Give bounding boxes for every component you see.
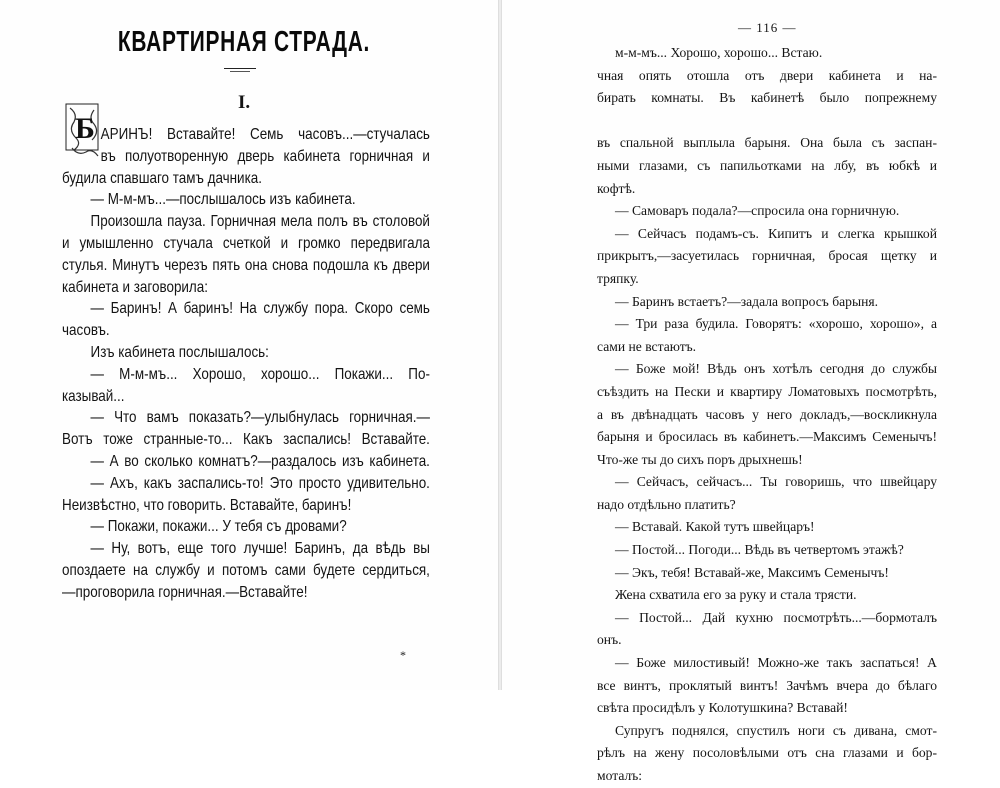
text-line: АРИНЪ! Вставайте! Семь часовъ...—стучалась xyxy=(100,126,430,143)
text-line: въ полуотворенную дверь кабинета горничная и xyxy=(100,147,430,165)
text-line: — Боже мой! Вѣдь онъ хотѣлъ сегодня до службы xyxy=(615,361,937,377)
text-line: а въ двѣнадцать часовъ у него докладъ,—воскликнула xyxy=(597,406,937,422)
text-line: Жена схватила его за руку и стала трясти. xyxy=(615,587,857,603)
ornament-mark: * xyxy=(400,648,406,662)
text-line: свѣта просидѣлъ у Колотушкина? Вставай! xyxy=(597,700,848,716)
text-line: Что-же ты до сихъ поръ дрыхнешь! xyxy=(597,451,803,467)
text-line: — Постой... Дай кухню посмотрѣть...—бормоталъ xyxy=(615,609,937,625)
text-line: — М-м-мъ... Хорошо, хорошо... Покажи... По- xyxy=(90,365,430,383)
text-line: все винтъ, проклятый винтъ! Зачѣмъ вчера до бѣлаго xyxy=(597,677,937,693)
text-line: бирать комнаты. Въ кабинетѣ было попрежнему xyxy=(597,90,937,106)
text-line: прикрытъ,—засуетилась горничная, бросая щетку и xyxy=(597,248,937,264)
text-line: часовъ. xyxy=(62,322,110,340)
story-title: КВАРТИРНАЯ СТРАДА. xyxy=(117,26,371,58)
text-line: — А во сколько комнатъ?—раздалось изъ кабинета. xyxy=(90,452,430,470)
text-line: Изъ кабинета послышалось: xyxy=(90,343,269,361)
text-line: тряпку. xyxy=(597,270,639,286)
text-line: съѣздить на Пески и квартиру Ломатовыхъ посмотрѣть, xyxy=(597,383,937,399)
text-line: надо отдѣльно платить? xyxy=(597,496,736,512)
text-line: въ спальной выплыла барыня. Она была съ заспан- xyxy=(597,135,937,151)
text-line: опоздаете на службу и потомъ сами будете сердиться, xyxy=(62,561,430,579)
text-line: стулья. Минутъ черезъ пять она снова подошла къ двери xyxy=(62,256,430,274)
dropcap-letter: Б xyxy=(75,112,95,145)
left-body-text xyxy=(62,124,430,604)
left-page xyxy=(0,0,498,690)
title-rule xyxy=(224,68,256,69)
text-line: — Сейчасъ, сейчасъ... Ты говоришь, что швейцару xyxy=(615,474,937,490)
text-line: барыня и бросилась въ кабинетъ.—Максимъ Семенычъ! xyxy=(597,429,937,445)
text-line: — Постой... Погоди... Вѣдь въ четвертомъ этажѣ? xyxy=(615,542,904,558)
text-line: ными глазами, съ папильотками на лбу, въ юбкѣ и xyxy=(597,157,937,173)
text-line: — М-м-мъ...—послышалось изъ кабинета. xyxy=(90,191,356,209)
text-line: кофтѣ. xyxy=(597,180,636,196)
text-line: сами не встаютъ. xyxy=(597,338,697,354)
text-line: и умышленно стучала счеткой и громко передвигала xyxy=(62,234,430,252)
text-line: рѣлъ на жену посоловѣлыми отъ сна глазами и бор- xyxy=(597,745,937,761)
page-number: — 116 — xyxy=(738,20,797,35)
text-line: моталъ: xyxy=(597,768,643,783)
right-page xyxy=(502,0,1000,783)
text-line: — Три раза будила. Говорятъ: «хорошо, хорошо», а xyxy=(615,316,937,332)
right-body-text xyxy=(597,42,937,788)
text-line: кабинета и заговорила: xyxy=(62,278,208,296)
text-line: — Самоваръ подала?—спросила она горничную. xyxy=(615,203,900,219)
text-line: — Экъ, тебя! Вставай-же, Максимъ Семенычъ! xyxy=(615,564,889,580)
text-line: — Что вамъ показать?—улыбнулась горничная.— xyxy=(90,409,430,427)
text-line: Супругъ поднялся, спустилъ ноги съ дивана, смот- xyxy=(615,722,937,738)
text-line: казывай... xyxy=(62,387,125,405)
text-line: будила спавшаго тамъ дачника. xyxy=(62,169,262,187)
text-line: — Сейчасъ подамъ-съ. Кипитъ и слегка крышкой xyxy=(615,225,937,241)
text-line: — Вставай. Какой тутъ швейцаръ! xyxy=(615,519,815,535)
text-line: — Ну, вотъ, еще того лучше! Баринъ, да вѣдь вы xyxy=(90,540,430,558)
text-line: Вотъ тоже странные-то... Какъ заспались! Вставайте. xyxy=(62,431,430,449)
text-line: — Баринъ встаетъ?—задала вопросъ барыня. xyxy=(615,293,879,309)
text-line: Неизвѣстно, что говорить. Вставайте, баринъ! xyxy=(62,496,352,514)
title-rule-secondary xyxy=(230,71,250,72)
text-line: онъ. xyxy=(597,632,622,648)
text-line: — Боже милостивый! Можно-же такъ заспаться! А xyxy=(615,655,937,671)
text-line xyxy=(597,110,937,133)
text-line: — Ахъ, какъ заспались-то! Это просто удивительно. xyxy=(90,474,430,492)
chapter-number: I. xyxy=(238,92,251,113)
text-line: Произошла пауза. Горничная мела полъ въ столовой xyxy=(90,213,430,231)
text-line: чная опять отошла отъ двери кабинета и на- xyxy=(597,67,937,83)
text-line: м-м-мъ... Хорошо, хорошо... Встаю. xyxy=(615,45,823,60)
text-line: — Баринъ! А баринъ! На службу пора. Скоро семь xyxy=(90,300,430,318)
text-line: — Покажи, покажи... У тебя съ дровами? xyxy=(90,518,347,536)
text-line: —проговорила горничная.—Вставайте! xyxy=(62,583,308,601)
